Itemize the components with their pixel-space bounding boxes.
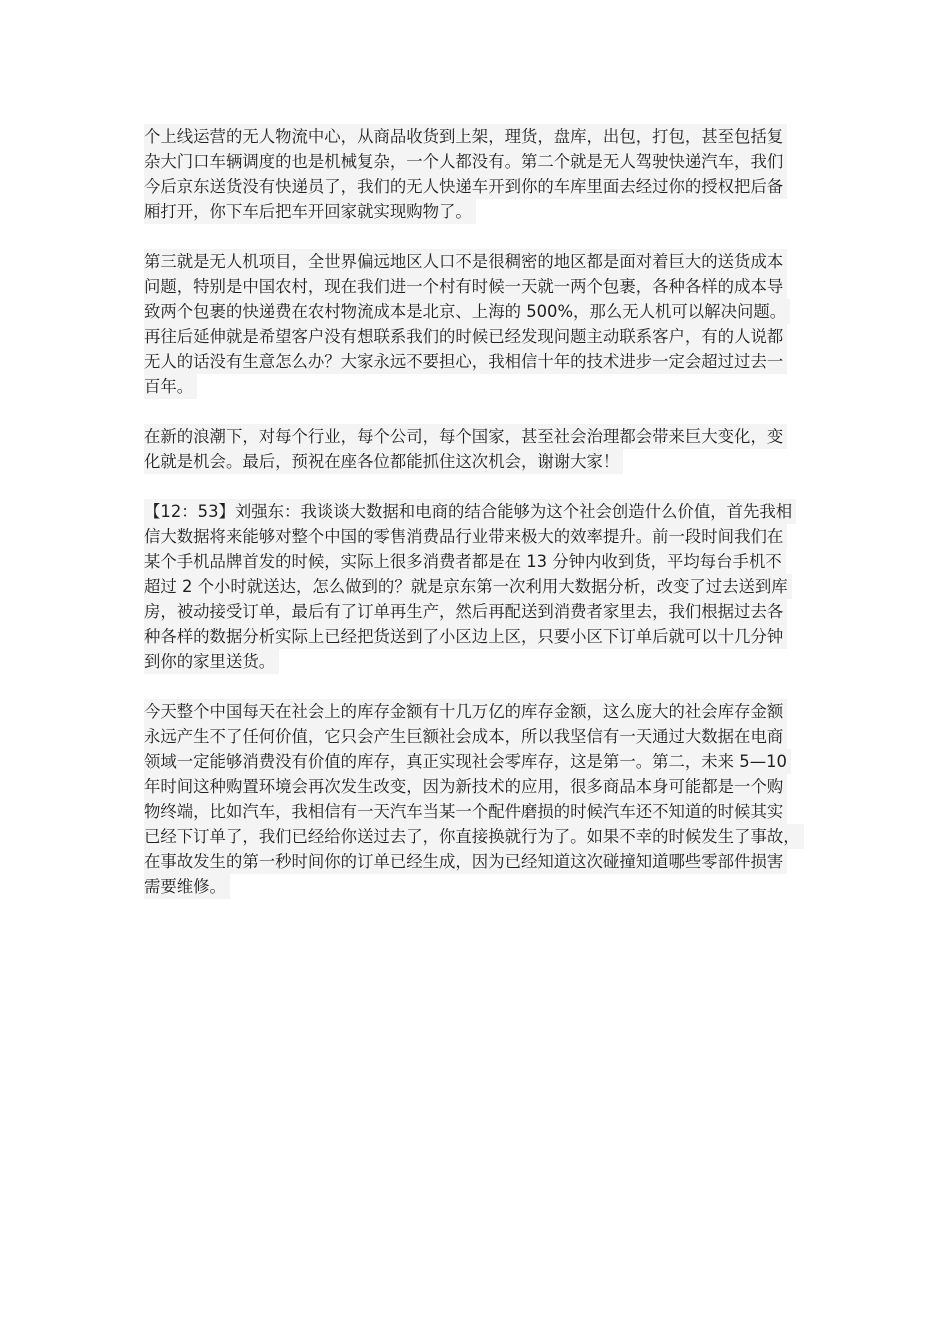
text-line: 在新的浪潮下，对每个行业，每个公司，每个国家，甚至社会治理都会带来巨大变化，变 xyxy=(144,424,787,449)
text-line: 物终端，比如汽车，我相信有一天汽车当某一个配件磨损的时候汽车还不知道的时候其实 xyxy=(144,799,787,824)
text-line: 【12：53】刘强东：我谈谈大数据和电商的结合能够为这个社会创造什么价值，首先我相 xyxy=(144,499,796,524)
text-line: 领域一定能够消费没有价值的库存，真正实现社会零库存，这是第一。第二，未来 5—10 xyxy=(144,749,791,774)
paragraph-1 xyxy=(144,124,812,224)
text-line: 某个手机品牌首发的时候，实际上很多消费者都是在 13 分钟内收到货，平均每台手机不 xyxy=(144,549,786,574)
paragraph-5 xyxy=(144,699,812,899)
document-body xyxy=(144,124,812,924)
paragraph-4 xyxy=(144,499,812,674)
text-line: 个上线运营的无人物流中心，从商品收货到上架，理货，盘库，出包，打包，甚至包括复 xyxy=(144,124,787,149)
text-line: 永远产生不了任何价值，它只会产生巨额社会成本，所以我坚信有一天通过大数据在电商 xyxy=(144,724,787,749)
text-line: 信大数据将来能够对整个中国的零售消费品行业带来极大的效率提升。前一段时间我们在 xyxy=(144,524,787,549)
text-line: 无人的话没有生意怎么办？大家永远不要担心，我相信十年的技术进步一定会超过过去一 xyxy=(144,349,787,374)
text-line: 致两个包裹的快递费在农村物流成本是北京、上海的 500%，那么无人机可以解决问题。 xyxy=(144,299,790,324)
text-line: 到你的家里送货。 xyxy=(144,649,279,674)
text-line: 今后京东送货没有快递员了，我们的无人快递车开到你的车库里面去经过你的授权把后备 xyxy=(144,174,787,199)
text-line: 种各样的数据分析实际上已经把货送到了小区边上区，只要小区下订单后就可以十几分钟 xyxy=(144,624,787,649)
text-line: 化就是机会。最后，预祝在座各位都能抓住这次机会，谢谢大家！ xyxy=(144,449,623,474)
paragraph-3 xyxy=(144,424,812,474)
text-line: 在事故发生的第一秒时间你的订单已经生成，因为已经知道这次碰撞知道哪些零部件损害 xyxy=(144,849,787,874)
text-line: 厢打开，你下车后把车开回家就实现购物了。 xyxy=(144,199,476,224)
text-line: 已经下订单了，我们已经给你送过去了，你直接换就行为了。如果不幸的时候发生了事故， xyxy=(144,824,804,849)
text-line: 问题，特别是中国农村，现在我们进一个村有时候一天就一两个包裹，各种各样的成本导 xyxy=(144,274,787,299)
text-line: 年时间这种购置环境会再次发生改变，因为新技术的应用，很多商品本身可能都是一个购 xyxy=(144,774,787,799)
text-line: 百年。 xyxy=(144,374,197,399)
text-line: 超过 2 个小时就送达，怎么做到的？就是京东第一次利用大数据分析，改变了过去送到库 xyxy=(144,574,792,599)
text-line: 再往后延伸就是希望客户没有想联系我们的时候已经发现问题主动联系客户，有的人说都 xyxy=(144,324,787,349)
text-line: 需要维修。 xyxy=(144,874,230,899)
paragraph-2 xyxy=(144,249,812,399)
text-line: 房，被动接受订单，最后有了订单再生产，然后再配送到消费者家里去，我们根据过去各 xyxy=(144,599,787,624)
text-line: 第三就是无人机项目，全世界偏远地区人口不是很稠密的地区都是面对着巨大的送货成本 xyxy=(144,249,787,274)
text-line: 杂大门口车辆调度的也是机械复杂，一个人都没有。第二个就是无人驾驶快递汽车，我们 xyxy=(144,149,787,174)
text-line: 今天整个中国每天在社会上的库存金额有十几万亿的库存金额，这么庞大的社会库存金额 xyxy=(144,699,787,724)
